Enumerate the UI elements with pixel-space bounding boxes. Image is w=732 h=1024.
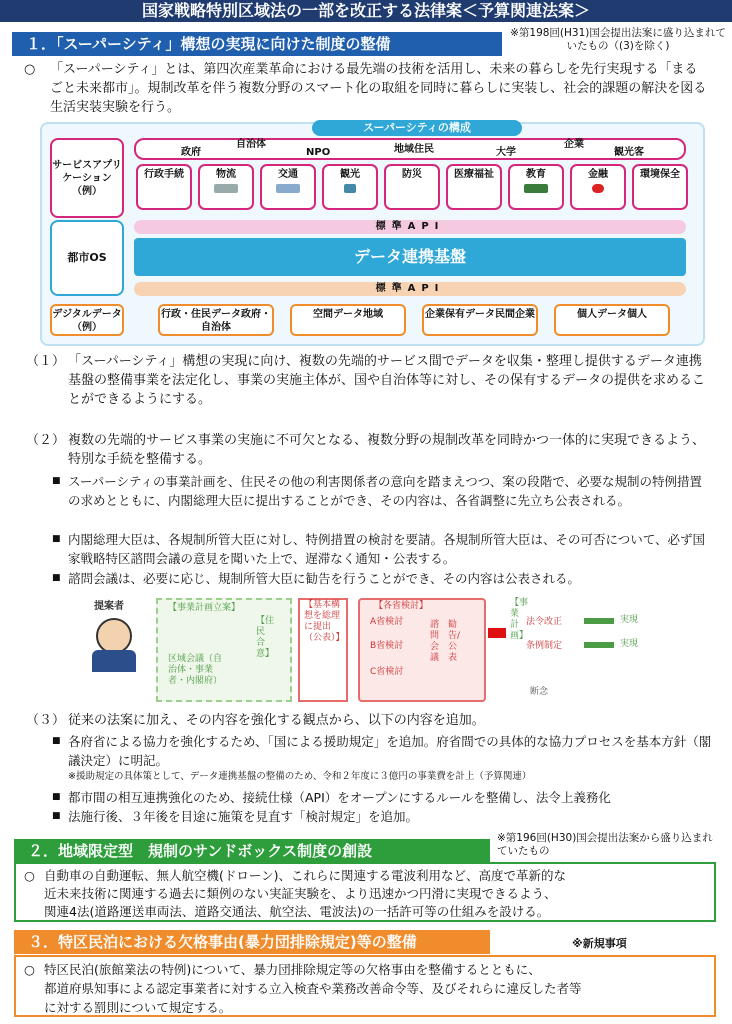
data-platform: データ連携基盤 [134,238,686,276]
truck-icon [214,184,238,193]
list-item: ■ スーパーシティの事業計画を、住民その他の利害関係者の意向を踏まえつつ、案の段階で、必要な規制の特例措置の求めとともに、内閣総理大臣に提出することができ、その内容は、各省調整に先立ち公表される。 [52,474,703,508]
procedure-flow-diagram: 提案者 【事業計画立案】 【住民合意】 区域会議（自治体・事業者・内閣府） 【基本構想を総理に提出（公表）】 【各省検討】 A省検討 B省検討 C省検討 諮問会議 勧告/公表 【事業計画】 法令改正 条例制定 実現 実現 断念 [84,594,684,706]
intro-text: 「スーパーシティ」とは、第四次産業革命における最先端の技術を活用し、未来の暮らしを先行実現する「まるごと未来都市」。規制改革を伴う複数分野のスマート化の取組を同時に暮らしに実装し、社会的課題の解決を図る生活実装実験を行う。 [50,62,707,115]
data-item: 行政・住民データ政府・自治体 [158,304,274,336]
city-os-label: 都市OS [50,220,124,296]
coin-icon [592,184,604,193]
paragraph-2: （２） 複数の先端的サービス事業の実施に不可欠となる、複数分野の規制改革を同時かつ一体的に実現できるよう、特別な手続を整備する。 [26,433,706,467]
actor: 地域住民 [394,144,434,155]
paragraph-1: （１） 「スーパーシティ」構想の実現に向け、複数の先端的サービス間でデータを収集・整理し提供するデータ連携基盤の整備事業を法定化し、事業の実施主体が、国や自治体等に対し、その保有するデータの提供を求めることができるようにする。 [26,354,706,407]
circle-bullet: ○ [24,868,35,883]
data-item: 個人データ個人 [554,304,670,336]
actor: NPO [306,147,331,158]
section-3-heading: ３．特区民泊における欠格事由(暴力団排除規定)等の整備 [14,930,490,954]
list-item: ■ 法施行後、３年後を目途に施策を見直す「検討規定」を追加。 [52,809,419,824]
standard-api-top: 標準API [134,220,686,234]
section-3-note: ※新規事項 [572,937,627,950]
arrow-icon [584,618,614,624]
bus-icon [276,184,300,193]
list-item: ■ 都市間の相互連携強化のため、接続仕様（API）をオープンにするルールを整備し、法令上義務化 [52,790,611,805]
service-box: 教育 [508,164,564,210]
actor: 大学 [496,147,516,158]
section-2-note: ※第196回(H30)国会提出法案から盛り込まれていたもの [497,832,713,857]
circle-bullet: ○ [24,962,35,977]
list-item: ■ 内閣総理大臣は、各規制所管大臣に対し、特例措置の検討を要請。各規制所管大臣は、その可否について、必ず国家戦略特区諮問会議の意見を聞いた上で、遅滞なく通知・公表する。 [52,532,706,566]
building-icon [344,184,356,193]
service-box: 防災 [384,164,440,210]
service-box: 環境保全 [632,164,688,210]
actors-bar [134,138,686,160]
actor: 政府 [181,147,201,158]
arrow-icon [584,642,614,648]
arrow-icon [488,628,506,638]
diagram-title: スーパーシティの構成 [312,120,522,136]
section-2-heading: ２．地域限定型 規制のサンドボックス制度の創設 [14,839,490,863]
standard-api-bottom: 標準API [134,282,686,296]
paragraph-3: （３） 従来の法案に加え、その内容を強化する観点から、以下の内容を追加。 [26,713,485,728]
service-box: 物流 [198,164,254,210]
footnote: ※援助規定の具体策として、データ連携基盤の整備のため、令和２年度に３億円の事業費を計上（予算関連） [68,771,532,782]
blackboard-icon [524,184,548,193]
data-item: 企業保有データ民間企業 [422,304,538,336]
actor: 観光客 [614,147,644,158]
section-3-body: ○ 特区民泊(旅館業法の特例)について、暴力団排除規定等の欠格事由を整備するとともに、 都道府県知事による認定事業者に対する立入検査や業務改善命令等、及びそれらに違反した者等 に対する罰則について規定する。 [14,955,716,1017]
service-box: 金融 [570,164,626,210]
service-box: 医療福祉 [446,164,502,210]
list-item: ■ 諮問会議は、必要に応じ、規制所管大臣に勧告を行うことができ、その内容は公表される。 [52,571,581,586]
section-1-note: ※第198回(H31)国会提出法案に盛り込まれていたもの（(3)を除く) [510,27,726,52]
service-box: 行政手続 [136,164,192,210]
data-item: 空間データ地域 [290,304,406,336]
digital-data-label: デジタルデータ（例） [50,304,124,336]
actor: 自治体 [236,139,266,150]
section-1-heading: １．「スーパーシティ」構想の実現に向けた制度の整備 [12,32,502,56]
service-box: 交通 [260,164,316,210]
super-city-diagram [40,122,705,346]
page-title: 国家戦略特別区域法の一部を改正する法律案＜予算関連法案＞ [0,0,732,22]
section-2-body: ○ 自動車の自動運転、無人航空機(ドローン)、これらに関連する電波利用など、高度で革新的な 近未来技術に関連する過去に類例のない実証実験を、より迅速かつ円滑に実現できるよう、 関連4法(道路運送車両法、道路交通法、航空法、電波法)の一括許可等の仕組みを設ける。 [14,862,716,922]
person-icon [96,618,132,654]
section-1-intro [24,60,709,117]
circle-bullet: ○ [24,62,36,77]
list-item: ■ 各府省による協力を強化するため、「国による援助規定」を追加。府省間での具体的な協力プロセスを基本方針（閣議決定）に明記。 [52,734,712,768]
person-body-icon [92,650,136,672]
proposer-label: 提案者 [94,601,124,612]
service-application-label: サービスアプリケーション（例） [50,138,124,218]
actor: 企業 [564,139,584,150]
service-box: 観光 [322,164,378,210]
